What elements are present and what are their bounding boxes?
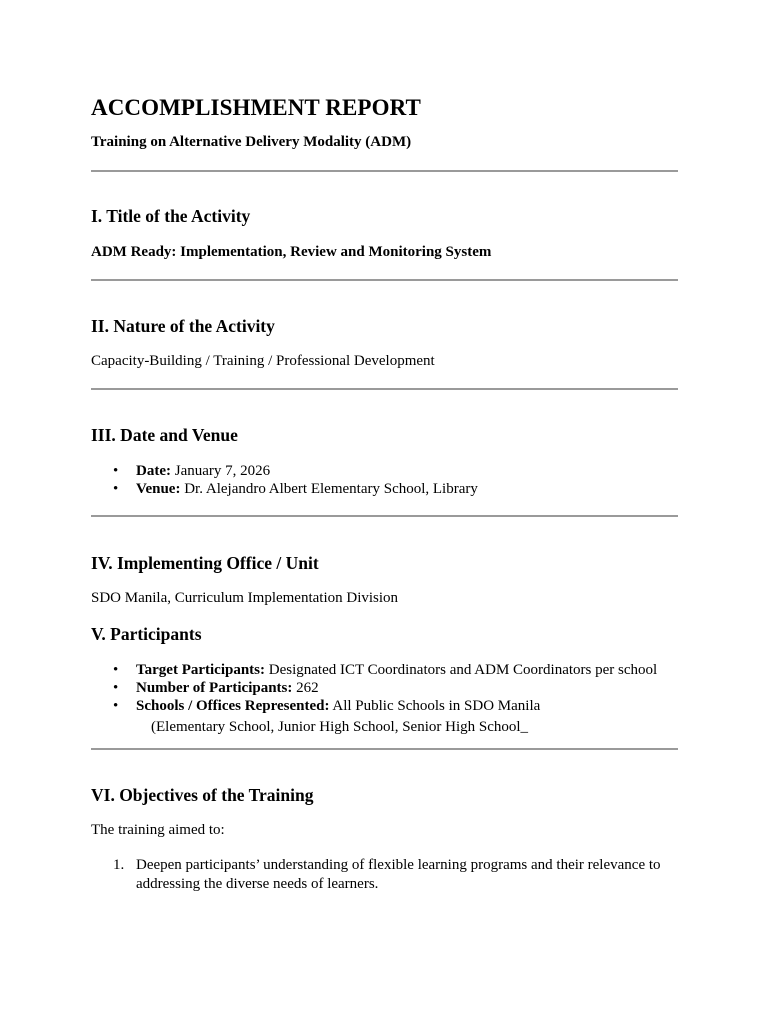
schools-represented-value: All Public Schools in SDO Manila [329,698,541,714]
bullet-icon: • [113,680,119,696]
venue-label: Venue: [136,481,181,497]
list-item [91,679,678,697]
activity-title-text: ADM Ready: Implementation, Review and Monitoring System [91,244,492,260]
section-heading-objectives: VI. Objectives of the Training [91,785,314,805]
participants-list [91,661,678,715]
section-heading-participants: V. Participants [91,624,202,644]
date-label: Date: [136,463,171,479]
section-heading-title-of-activity: I. Title of the Activity [91,206,251,226]
divider [91,170,678,172]
objectives-list [91,856,678,894]
office-text: SDO Manila, Curriculum Implementation Division [91,590,399,606]
participant-count-value: 262 [292,680,319,696]
divider [91,279,678,281]
schools-represented-label: Schools / Offices Represented: [136,698,330,714]
report-title: ACCOMPLISHMENT REPORT [91,95,421,120]
section-heading-nature: II. Nature of the Activity [91,316,275,336]
date-venue-list [91,462,678,498]
bullet-icon: • [113,463,119,479]
list-item [91,856,678,894]
list-item [91,697,678,715]
report-subtitle: Training on Alternative Delivery Modality (ADM) [91,134,412,150]
list-item [91,480,678,498]
venue-value: Dr. Alejandro Albert Elementary School, Library [180,481,478,497]
list-item [91,462,678,480]
section-heading-date-venue: III. Date and Venue [91,425,238,445]
objectives-intro: The training aimed to: [91,822,225,838]
schools-continuation-text: (Elementary School, Junior High School, Senior High School_ [151,719,529,735]
list-item [91,661,678,679]
bullet-icon: • [113,698,119,714]
target-participants-label: Target Participants: [136,662,266,678]
objective-number: 1. [113,857,125,873]
date-value: January 7, 2026 [170,463,271,479]
divider [91,748,678,750]
target-participants-value: Designated ICT Coordinators and ADM Coordinators per school [265,662,658,678]
divider [91,388,678,390]
objective-text: Deepen participants’ understanding of flexible learning programs and their relevance to addressing the diverse needs of learners. [136,857,661,892]
participant-count-label: Number of Participants: [136,680,293,696]
nature-text: Capacity-Building / Training / Professional Development [91,353,435,369]
bullet-icon: • [113,481,119,497]
section-heading-implementing-office: IV. Implementing Office / Unit [91,553,319,573]
bullet-icon: • [113,662,119,678]
divider [91,515,678,517]
